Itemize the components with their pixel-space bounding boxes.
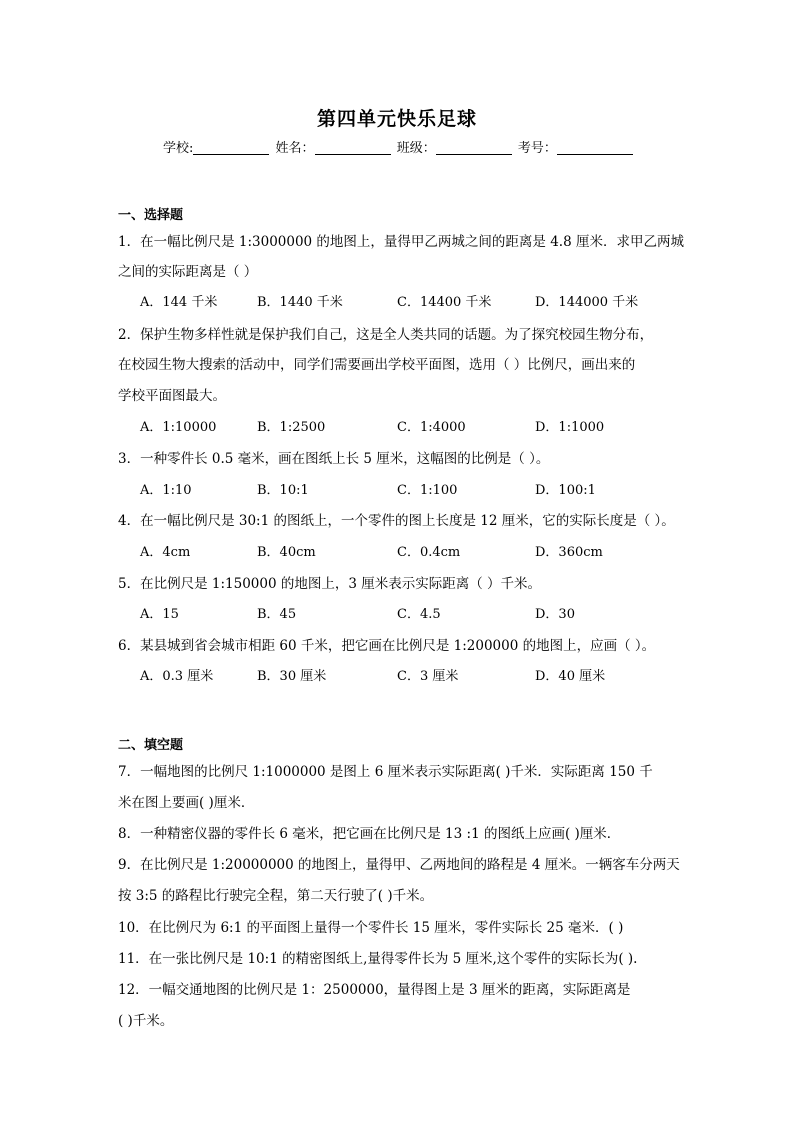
option-c[interactable]: C．0.4cm — [397, 545, 461, 560]
name-label: 姓名： — [275, 141, 315, 156]
school-label: 学校: — [163, 141, 194, 156]
question-11-line-1: 11．在一张比例尺是 10:1 的精密图纸上,量得零件长为 5 厘米,这个零件的实际长为( ). — [118, 951, 638, 967]
option-b[interactable]: B．30 厘米 — [257, 669, 327, 684]
question-1-line-1: 1．在一幅比例尺是 1:3000000 的地图上，量得甲乙两城之间的距离是 4.8 厘米．求甲乙两城 — [118, 234, 684, 250]
option-c[interactable]: C．4.5 — [397, 607, 441, 622]
question-9-line-1: 9．在比例尺是 1:20000000 的地图上，量得甲、乙两地间的路程是 4 厘米。一辆客车分两天 — [118, 857, 680, 873]
option-a[interactable]: A．1:10000 — [140, 420, 217, 435]
section-heading-fill: 二、填空题 — [118, 738, 184, 753]
option-d[interactable]: D．360cm — [535, 545, 603, 560]
option-a[interactable]: A．0.3 厘米 — [140, 669, 214, 684]
question-8-line-1: 8．一种精密仪器的零件长 6 毫米，把它画在比例尺是 13 :1 的图纸上应画( )厘米． — [118, 826, 621, 842]
option-a[interactable]: A．1:10 — [140, 483, 192, 498]
option-c[interactable]: C．1:100 — [397, 483, 458, 498]
option-c[interactable]: C．3 厘米 — [397, 669, 459, 684]
number-blank[interactable] — [557, 140, 633, 155]
option-a[interactable]: A．4cm — [140, 545, 191, 560]
option-b[interactable]: B．1440 千米 — [257, 295, 343, 310]
option-d[interactable]: D．30 — [535, 607, 575, 622]
name-blank[interactable] — [315, 140, 391, 155]
class-blank[interactable] — [436, 140, 512, 155]
school-blank[interactable] — [193, 140, 269, 155]
question-2-line-3: 学校平面图最大。 — [118, 388, 226, 404]
question-10-line-1: 10．在比例尺为 6:1 的平面图上量得一个零件长 15 厘米，零件实际长 25 毫米．( ) — [118, 920, 624, 936]
student-info-row — [163, 137, 635, 156]
section-heading-choice: 一、选择题 — [118, 208, 184, 223]
option-d[interactable]: D．100:1 — [535, 483, 596, 498]
class-label: 班级： — [396, 141, 436, 156]
question-12-line-2: ( )千米。 — [118, 1013, 174, 1029]
option-b[interactable]: B．1:2500 — [257, 420, 326, 435]
question-2-line-2: 在校园生物大搜索的活动中，同学们需要画出学校平面图，选用（ ）比例尺，画出来的 — [118, 357, 636, 373]
question-12-line-1: 12．一幅交通地图的比例尺是 1：2500000，量得图上是 3 厘米的距离，实际距离是 — [118, 982, 631, 998]
option-b[interactable]: B．40cm — [257, 545, 316, 560]
question-2-line-1: 2．保护生物多样性就是保护我们自己，这是全人类共同的话题。为了探究校园生物分布， — [118, 327, 654, 343]
option-c[interactable]: C．1:4000 — [397, 420, 466, 435]
option-d[interactable]: D．1:1000 — [535, 420, 605, 435]
question-3-line-1: 3．一种零件长 0.5 毫米，画在图纸上长 5 厘米，这幅图的比例是（ ）。 — [118, 451, 550, 467]
option-c[interactable]: C．14400 千米 — [397, 295, 492, 310]
question-9-line-2: 按 3:5 的路程比行驶完全程，第二天行驶了( )千米。 — [118, 888, 434, 904]
question-1-line-2: 之间的实际距离是（ ） — [118, 264, 258, 280]
question-7-line-2: 米在图上要画( )厘米． — [118, 795, 255, 811]
number-label: 考号： — [517, 141, 557, 156]
option-b[interactable]: B．10:1 — [257, 483, 309, 498]
option-b[interactable]: B．45 — [257, 607, 297, 622]
question-6-line-1: 6．某县城到省会城市相距 60 千米，把它画在比例尺是 1:200000 的地图上，应画（ ）。 — [118, 638, 656, 654]
page-title: 第四单元快乐足球 — [316, 108, 477, 130]
option-a[interactable]: A．15 — [140, 607, 179, 622]
option-a[interactable]: A．144 千米 — [140, 295, 218, 310]
question-7-line-1: 7．一幅地图的比例尺 1:1000000 是图上 6 厘米表示实际距离( )千米．实际距离 150 千 — [118, 764, 653, 780]
option-d[interactable]: D．144000 千米 — [535, 295, 639, 310]
question-5-line-1: 5．在比例尺是 1:150000 的地图上，3 厘米表示实际距离（ ）千米。 — [118, 576, 542, 592]
option-d[interactable]: D．40 厘米 — [535, 669, 606, 684]
question-4-line-1: 4．在一幅比例尺是 30:1 的图纸上，一个零件的图上长度是 12 厘米，它的实际长度是（ ）。 — [118, 513, 675, 529]
